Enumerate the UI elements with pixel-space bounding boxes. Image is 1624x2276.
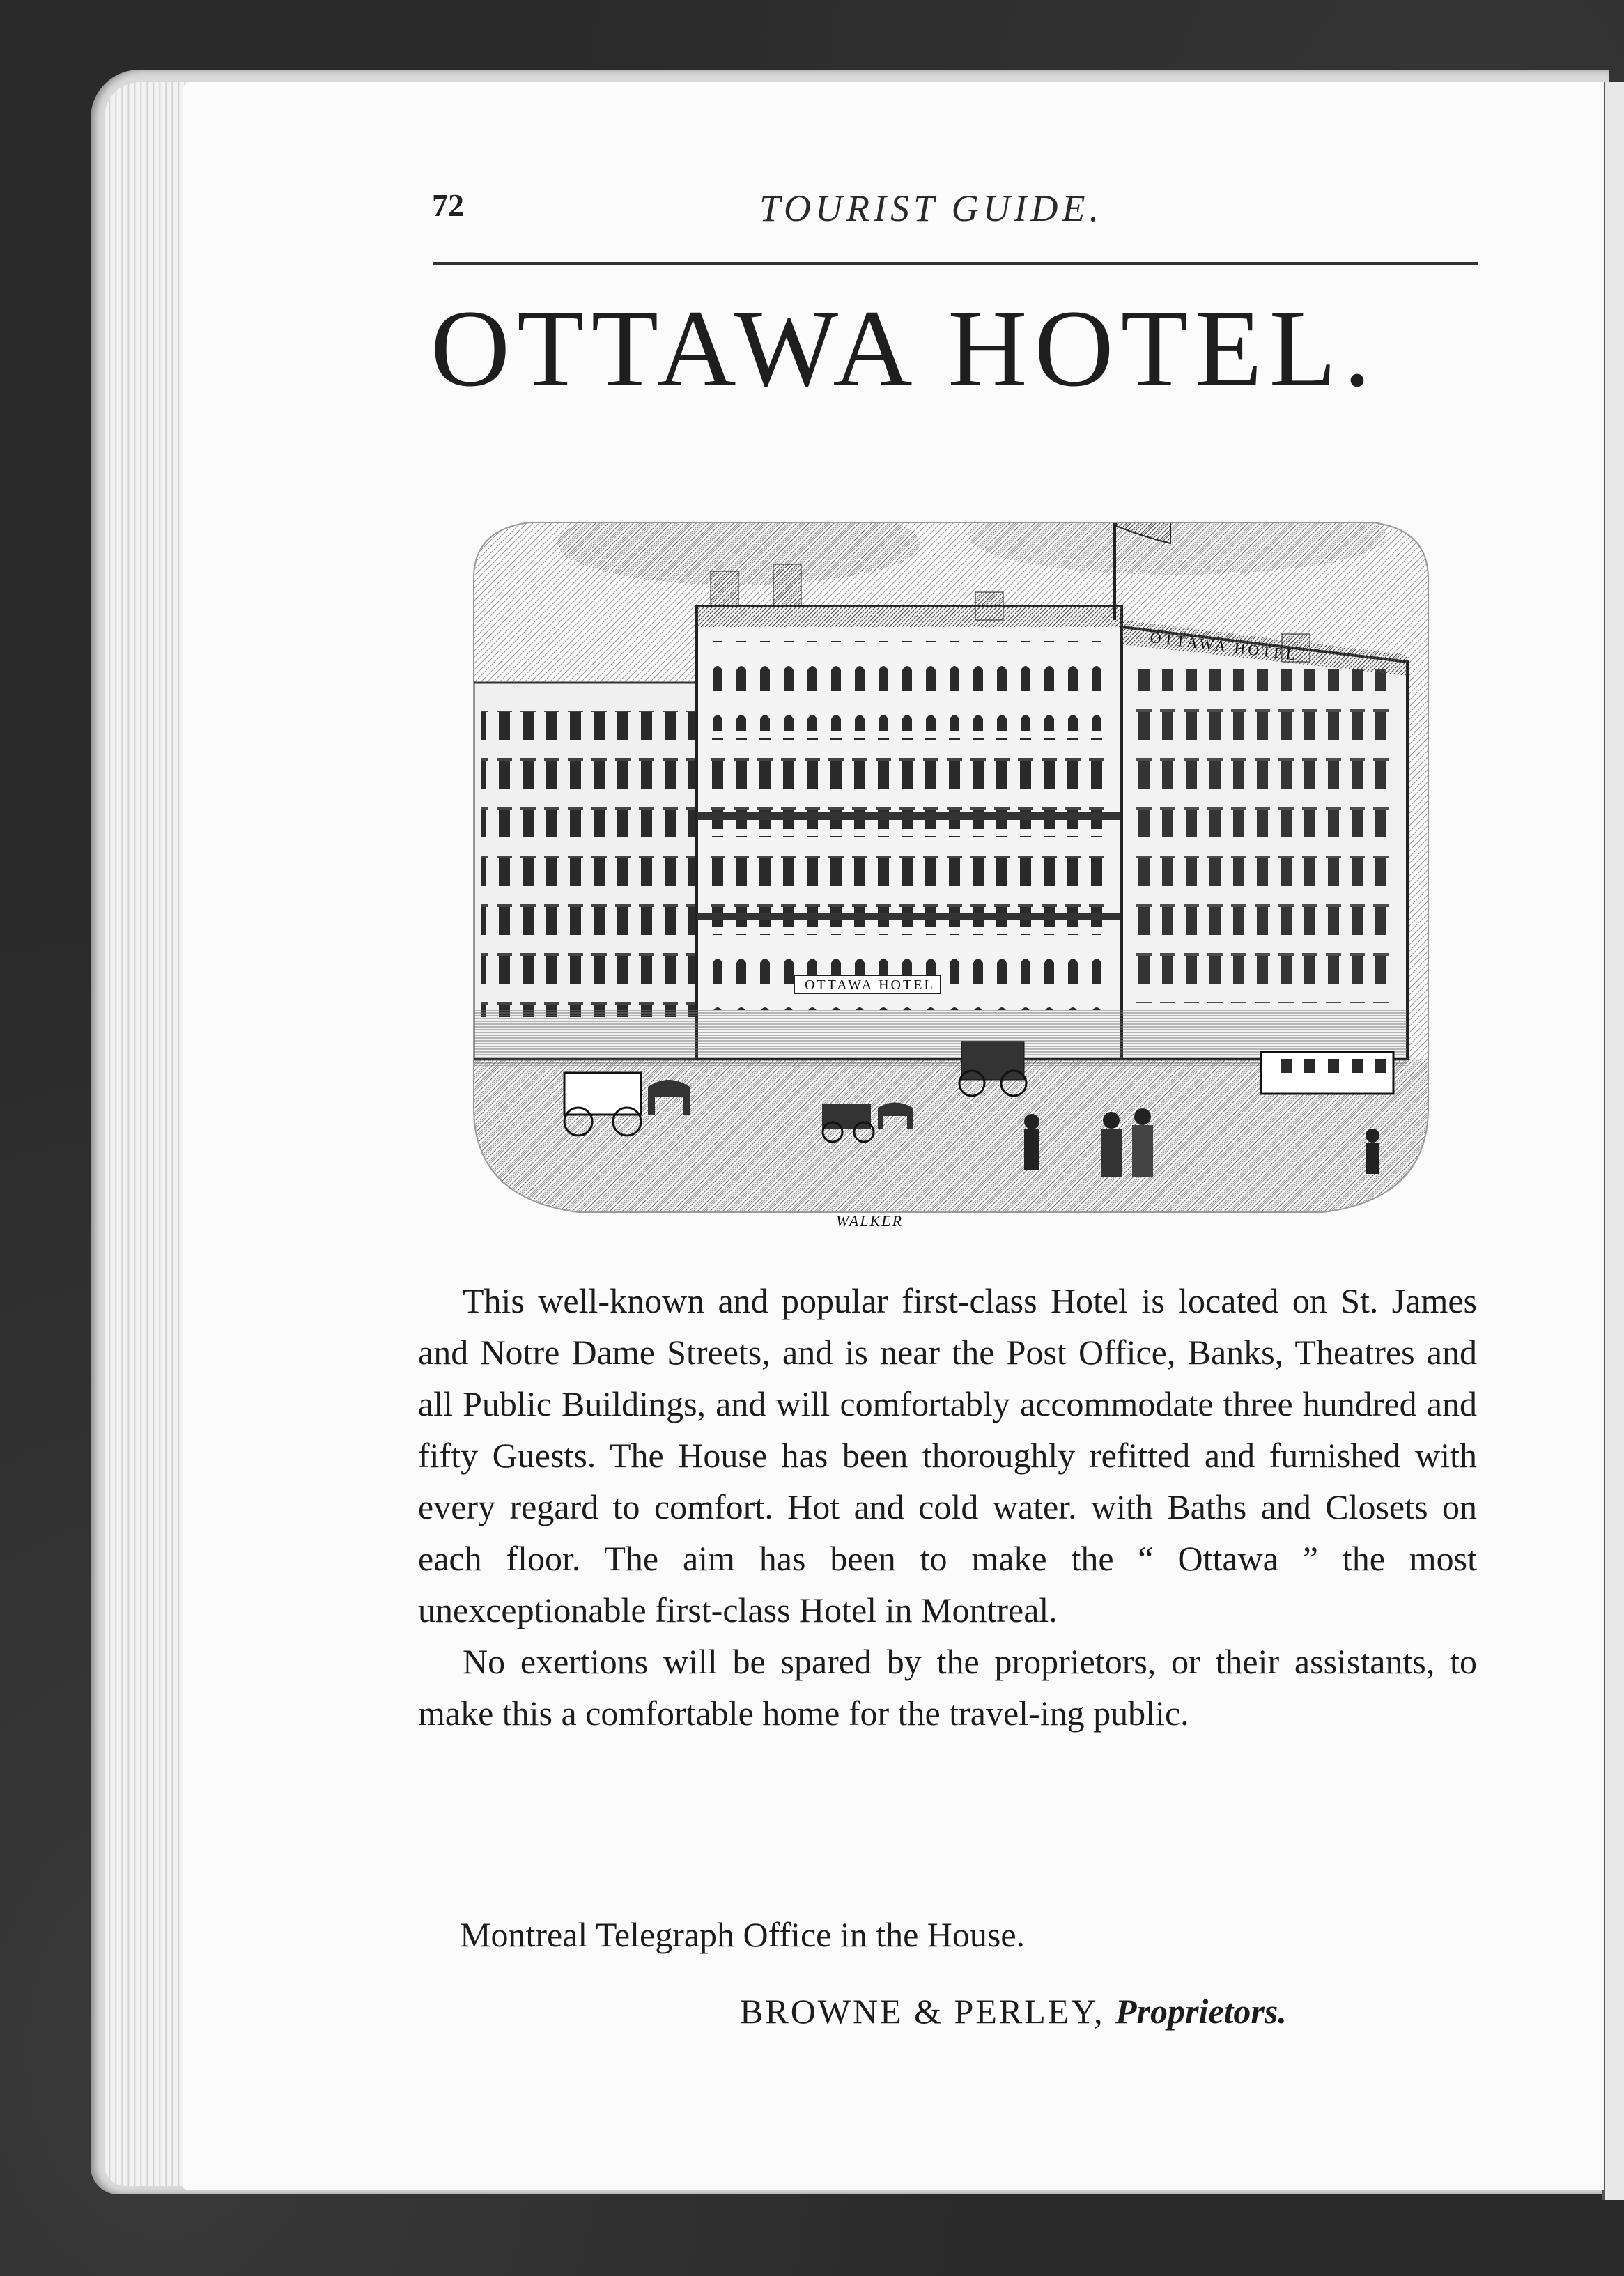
page-number: 72	[432, 187, 464, 223]
description-paragraph-1: This well-known and popular first-class Hotel is located on St. James and Notre Dame Streets, and is near the Post Office, Banks, Theatres and all Public Buildings, and will comfortably accommodate three hundred and fifty Guests. The House has been thoroughly refitted and furnished with every regard to comfort. Hot and cold water. with Baths and Closets on each floor. The aim has been to make the “ Ottawa ” the most unexceptionable first-class Hotel in Montreal.	[418, 1281, 1477, 1629]
proprietor-signature	[740, 1991, 1287, 2031]
header-rule	[433, 262, 1478, 265]
running-title: TOURIST GUIDE.	[759, 187, 1104, 229]
page-headline: OTTAWA HOTEL.	[431, 288, 1378, 410]
hotel-engraving-illustration	[446, 460, 1456, 1247]
hotel-description	[418, 1275, 1477, 1739]
artist-signature: WALKER	[836, 1212, 904, 1230]
roof-sign-text: OTTAWA HOTEL	[1149, 628, 1299, 665]
proprietor-role: Proprietors.	[1115, 1992, 1287, 2031]
front-sign-text: OTTAWA HOTEL	[805, 977, 935, 993]
running-head	[432, 187, 1480, 242]
facing-page-edge	[1602, 82, 1624, 2200]
description-paragraph-2: No exertions will be spared by the proprietors, or their assistants, to make this a comfortable home for the travel-ing public.	[418, 1642, 1477, 1733]
telegraph-note: Montreal Telegraph Office in the House.	[460, 1915, 1026, 1954]
proprietor-names: BROWNE & PERLEY,	[740, 1992, 1105, 2031]
